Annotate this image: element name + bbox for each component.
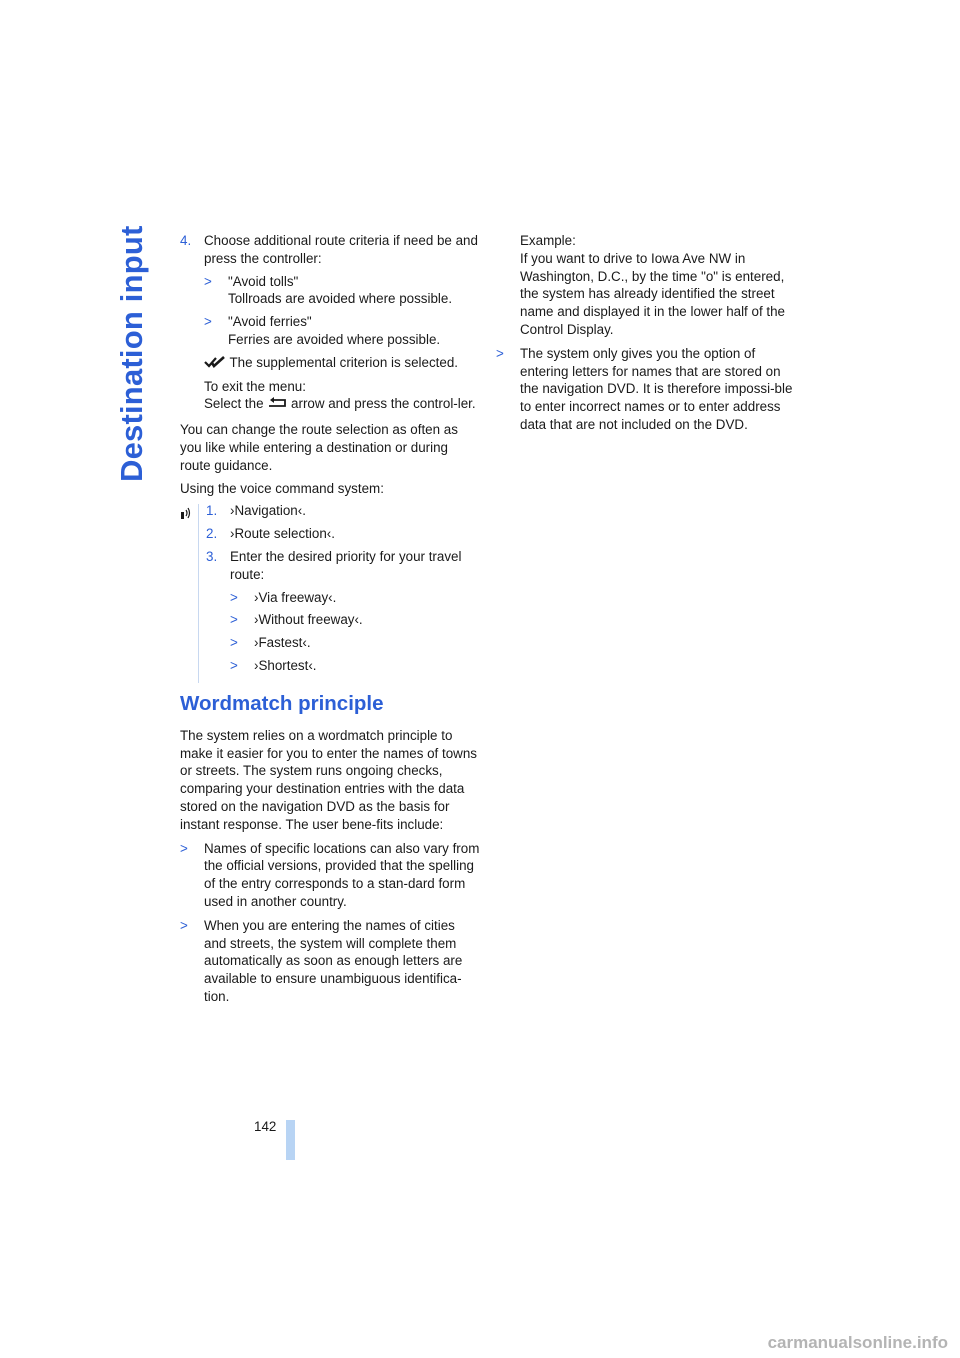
side-title-text: Destination input — [114, 225, 149, 482]
voice-option — [230, 589, 480, 607]
voice-option-text: ›Without freeway‹. — [254, 612, 363, 628]
voice-option — [230, 657, 480, 675]
step-4 — [180, 232, 480, 413]
section-heading: Wordmatch principle — [180, 691, 384, 715]
dvd-bullet — [496, 345, 794, 434]
voice-step-text: ›Route selection‹. — [230, 526, 335, 542]
voice-step-1 — [206, 502, 480, 520]
bullet-mark: > — [180, 840, 188, 856]
benefit-item — [180, 840, 480, 911]
voice-command-icon — [180, 506, 194, 520]
para-route-change: You can change the route selection as often as you like while entering a destination or during route guidance. — [180, 422, 458, 473]
step-text: Choose additional route criteria if need be and press the controller: — [204, 233, 478, 266]
bullet-mark: > — [230, 612, 238, 628]
exit-label: To exit the menu: — [204, 378, 306, 394]
exit-menu-note — [204, 378, 480, 414]
benefit-text: Names of specific locations can also vary from the official versions, provided that the spelling of the entry corresponds to a stan-dard form used in another country. — [204, 840, 480, 909]
bullet-mark: > — [496, 345, 504, 361]
checkmark-icon — [204, 356, 226, 368]
bullet-desc: Ferries are avoided where possible. — [228, 331, 441, 347]
voice-option — [230, 634, 480, 652]
bullet-mark: > — [230, 657, 238, 673]
para-wordmatch: The system relies on a wordmatch principle to make it easier for you to enter the names of towns or streets. The system runs ongoing checks, comparing your destination entries with the data stored on the navigation DVD as the basis for instant response. The user bene-fits include: — [180, 727, 477, 832]
voice-option-text: ›Shortest‹. — [254, 657, 317, 673]
check-note — [204, 354, 480, 372]
voice-box-rule — [198, 504, 199, 682]
voice-step-3 — [206, 548, 480, 675]
voice-step-number: 2. — [206, 526, 218, 542]
bullet-item — [204, 313, 480, 349]
benefit-text: When you are entering the names of cities and streets, the system will complete them automatically as soon as enough letters are available to ensure unambiguous identifica-tion. — [204, 917, 463, 1004]
bullet-mark: > — [204, 314, 212, 330]
voice-option — [230, 611, 480, 629]
back-arrow-icon — [267, 397, 287, 409]
bullet-mark: > — [180, 917, 188, 933]
check-note-text: The supplemental criterion is selected. — [229, 354, 458, 370]
section-side-title — [112, 225, 152, 482]
voice-step-2 — [206, 525, 480, 543]
dvd-bullet-text: The system only gives you the option of entering letters for names that are stored on the navigation DVD. It is therefore impossi-ble to enter incorrect names or to enter address data that are not included on the DVD. — [520, 345, 793, 432]
exit-post: arrow and press the control-ler. — [291, 396, 476, 412]
bullet-title: "Avoid ferries" — [228, 314, 312, 330]
page-number: 142 — [254, 1119, 277, 1134]
voice-step-text: Enter the desired priority for your travel route: — [230, 548, 462, 582]
bullet-title: "Avoid tolls" — [228, 273, 299, 289]
voice-step-number: 3. — [206, 548, 218, 564]
step-number: 4. — [180, 233, 192, 248]
para-voice-intro: Using the voice command system: — [180, 480, 384, 496]
example-block — [496, 232, 794, 339]
bullet-item — [204, 273, 480, 309]
voice-step-number: 1. — [206, 503, 218, 519]
example-text: If you want to drive to Iowa Ave NW in Washington, D.C., by the time "o" is entered, the system has already identified the street name and displayed it in the lower half of the Control Display. — [520, 250, 786, 337]
bullet-desc: Tollroads are avoided where possible. — [228, 291, 453, 307]
exit-pre: Select the — [204, 396, 264, 412]
voice-option-text: ›Fastest‹. — [254, 635, 311, 651]
left-column — [180, 232, 480, 1011]
bullet-mark: > — [204, 273, 212, 289]
right-column — [496, 232, 794, 439]
bullet-mark: > — [230, 635, 238, 651]
voice-option-text: ›Via freeway‹. — [254, 589, 337, 605]
page-tab-marker — [286, 1120, 295, 1160]
bullet-mark: > — [230, 589, 238, 605]
voice-command-box — [180, 502, 480, 674]
watermark: carmanualsonline.info — [767, 1333, 948, 1353]
voice-step-text: ›Navigation‹. — [230, 503, 306, 519]
benefit-item — [180, 917, 480, 1006]
example-label: Example: — [520, 233, 576, 248]
